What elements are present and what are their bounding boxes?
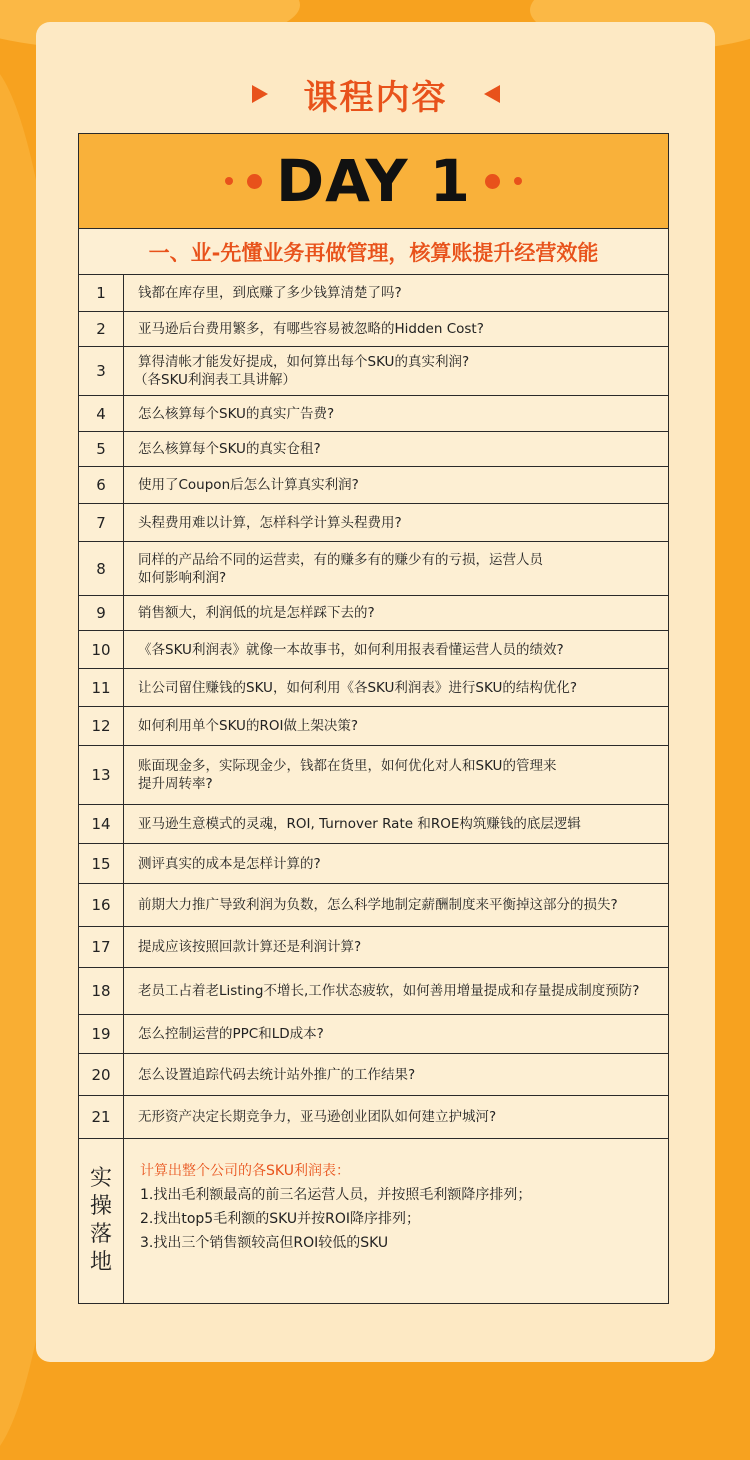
row-number: 14 [79, 805, 124, 843]
practice-line: 2.找出top5毛利额的SKU并按ROI降序排列； [140, 1211, 421, 1227]
row-text-line: 钱都在库存里，到底赚了多少钱算清楚了吗? [138, 285, 402, 301]
row-number: 7 [79, 504, 124, 541]
row-number: 6 [79, 467, 124, 503]
row-text [124, 669, 668, 706]
row-text [124, 432, 668, 466]
table-row [79, 884, 668, 927]
row-text-line: 如何利用单个SKU的ROI做上架决策? [138, 718, 359, 734]
dot-icon [514, 177, 522, 185]
row-number: 4 [79, 396, 124, 431]
dot-icon [247, 174, 262, 189]
table-row [79, 968, 668, 1015]
row-number: 5 [79, 432, 124, 466]
practice-line: 1.找出毛利额最高的前三名运营人员，并按照毛利额降序排列； [140, 1187, 532, 1203]
row-text-line: 亚马逊后台费用繁多，有哪些容易被忽略的Hidden Cost? [138, 321, 484, 337]
table-row [79, 396, 668, 432]
row-text-line: 账面现金多，实际现金少，钱都在货里，如何优化对人和SKU的管理来 [138, 758, 557, 774]
row-number: 15 [79, 844, 124, 883]
row-text-line: 前期大力推广导致利润为负数，怎么科学地制定薪酬制度来平衡掉这部分的损失? [138, 897, 618, 913]
page-heading [36, 64, 715, 124]
table-row [79, 805, 668, 844]
practice-row [79, 1139, 668, 1303]
row-text-line: 老员工占着老Listing不增长,工作状态疲软，如何善用增量提成和存量提成制度预防? [138, 983, 640, 999]
row-number: 18 [79, 968, 124, 1014]
row-text-line: 测评真实的成本是怎样计算的? [138, 855, 321, 872]
table-row [79, 631, 668, 669]
row-text-line: 算得清帐才能发好提成，如何算出每个SKU的真实利润? [138, 354, 470, 370]
row-number: 9 [79, 596, 124, 630]
row-text [124, 312, 668, 346]
row-text-line: 使用了Coupon后怎么计算真实利润? [138, 477, 359, 493]
table-row [79, 347, 668, 396]
table-row [79, 542, 668, 596]
row-number: 2 [79, 312, 124, 346]
row-number: 12 [79, 707, 124, 745]
row-text [124, 968, 668, 1014]
row-text [124, 927, 668, 967]
row-number: 20 [79, 1054, 124, 1095]
table-row [79, 1096, 668, 1139]
row-text-line: 《各SKU利润表》就像一本故事书，如何利用报表看懂运营人员的绩效? [138, 641, 564, 658]
row-text [124, 844, 668, 883]
table-row [79, 1054, 668, 1096]
table-row [79, 844, 668, 884]
row-text-line: 怎么核算每个SKU的真实广告费? [138, 405, 335, 422]
table-row [79, 1015, 668, 1054]
row-text [124, 275, 668, 311]
practice-label-char: 地 [89, 1250, 112, 1275]
table-row [79, 669, 668, 707]
table-row [79, 275, 668, 312]
row-text-line: 怎么核算每个SKU的真实仓租? [138, 441, 321, 457]
row-text-line: 亚马逊生意模式的灵魂，ROI, Turnover Rate 和ROE构筑赚钱的底层逻辑 [138, 816, 581, 832]
row-text [124, 542, 668, 595]
table-row [79, 707, 668, 746]
row-text [124, 504, 668, 541]
row-text [124, 746, 668, 804]
table-row [79, 746, 668, 805]
row-number: 8 [79, 542, 124, 595]
row-text [124, 805, 668, 843]
row-text-line: 无形资产决定长期竞争力，亚马逊创业团队如何建立护城河? [138, 1109, 497, 1125]
page-title: 课程内容 [303, 77, 448, 118]
row-number: 1 [79, 275, 124, 311]
row-number: 11 [79, 669, 124, 706]
row-number: 16 [79, 884, 124, 926]
row-text-line: 提成应该按照回款计算还是利润计算? [138, 939, 362, 955]
row-number: 21 [79, 1096, 124, 1138]
practice-label-char: 操 [89, 1194, 112, 1219]
row-text [124, 1015, 668, 1053]
table-row [79, 927, 668, 968]
table-row [79, 504, 668, 542]
row-text [124, 631, 668, 668]
row-text [124, 396, 668, 431]
row-number: 19 [79, 1015, 124, 1053]
day-banner [79, 134, 668, 229]
dot-icon [225, 177, 233, 185]
row-text [124, 1054, 668, 1095]
course-table [78, 133, 669, 1304]
row-text-line: （各SKU利润表工具讲解） [134, 372, 296, 388]
day-title: DAY 1 [275, 147, 472, 215]
row-text [124, 707, 668, 745]
arrow-right-icon [252, 85, 268, 103]
section-title: 一、业-先懂业务再做管理，核算账提升经营效能 [79, 229, 668, 275]
row-text [124, 347, 668, 395]
row-text [124, 467, 668, 503]
row-number: 3 [79, 347, 124, 395]
arrow-left-icon [484, 85, 500, 103]
row-text-line: 销售额大，利润低的坑是怎样踩下去的? [138, 605, 375, 621]
row-text [124, 1096, 668, 1138]
practice-body [124, 1139, 668, 1303]
row-text-line: 怎么控制运营的PPC和LD成本? [138, 1026, 324, 1042]
dot-icon [485, 174, 500, 189]
row-text-line: 怎么设置追踪代码去统计站外推广的工作结果? [138, 1066, 416, 1083]
table-row [79, 467, 668, 504]
row-text-line: 让公司留住赚钱的SKU，如何利用《各SKU利润表》进行SKU的结构优化? [138, 679, 577, 696]
row-text [124, 596, 668, 630]
row-number: 13 [79, 746, 124, 804]
row-text [124, 884, 668, 926]
table-row [79, 432, 668, 467]
row-text-line: 如何影响利润? [138, 569, 227, 586]
row-text-line: 头程费用难以计算，怎样科学计算头程费用? [138, 514, 402, 531]
row-number: 17 [79, 927, 124, 967]
practice-lines [140, 1183, 658, 1255]
row-number: 10 [79, 631, 124, 668]
table-row [79, 596, 668, 631]
practice-title: 计算出整个公司的各SKU利润表： [140, 1163, 350, 1179]
table-row [79, 312, 668, 347]
row-text-line: 提升周转率? [138, 776, 213, 792]
practice-label-char: 落 [89, 1222, 112, 1247]
row-text-line: 同样的产品给不同的运营卖，有的赚多有的赚少有的亏损，运营人员 [138, 551, 543, 568]
content-card [36, 22, 715, 1362]
item-list [79, 275, 668, 1139]
practice-label [79, 1139, 124, 1303]
practice-line: 3.找出三个销售额较高但ROI较低的SKU [140, 1235, 389, 1251]
practice-label-char: 实 [89, 1166, 112, 1191]
